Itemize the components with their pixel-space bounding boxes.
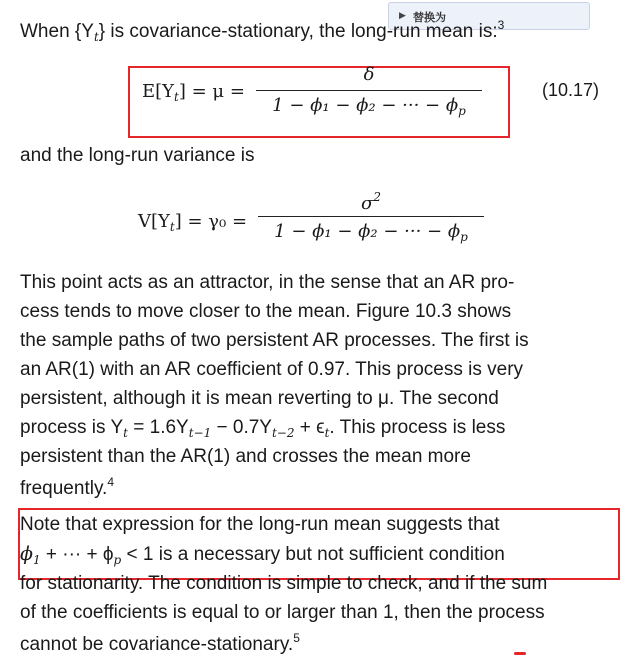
para1-line-8: frequently.$^4$ bbox=[20, 475, 114, 499]
footnote-3[interactable]: 3 bbox=[497, 18, 505, 32]
para1-line-3: the sample paths of two persistent AR processes. The first is bbox=[20, 330, 529, 351]
para2-line-4: of the coefficients is equal to or larger than 1, then the process bbox=[20, 602, 545, 623]
para1-line-5: persistent, although it is mean reverting to μ. The second bbox=[20, 388, 499, 409]
denominator-mean: 1 − ϕ₁ − ϕ₂ − ··· − $\phi_p$ bbox=[272, 95, 466, 118]
equation-lhs-mean: $E[Y_t] = \mu$ = bbox=[142, 81, 245, 104]
para1-line-2: cess tends to move closer to the mean. Figure 10.3 shows bbox=[20, 301, 512, 322]
fraction-bar bbox=[258, 216, 484, 217]
equation-lhs-variance: $V[Y_t] = \gamma_0$ = bbox=[138, 211, 248, 234]
para2-line-1: Note that expression for the long-run mean suggests that bbox=[20, 514, 500, 535]
equation-fraction-mean bbox=[256, 64, 482, 118]
red-annotation-mark bbox=[514, 652, 526, 655]
para1-line-1: This point acts as an attractor, in the sense that an AR pro- bbox=[20, 272, 515, 293]
footnote-4[interactable]: 4 bbox=[107, 475, 114, 489]
para2-line-3: for stationarity. The condition is simple to check, and if the sum bbox=[20, 573, 548, 594]
replace-with-label: 替换为 bbox=[413, 12, 446, 24]
fraction-bar bbox=[256, 90, 482, 91]
variance-intro: and the long-run variance is bbox=[20, 145, 255, 166]
numerator-sigma: $\sigma^2$ bbox=[361, 190, 381, 214]
equation-number: (10.17) bbox=[542, 80, 600, 100]
para2-line-2: $\phi_1$ + ··· + $\phi_p < 1$ is a necessary but not sufficient condition bbox=[20, 543, 505, 567]
play-arrow-icon[interactable]: ▶ bbox=[399, 10, 406, 20]
equation-fraction-variance bbox=[258, 190, 484, 244]
numerator-delta: δ bbox=[363, 64, 375, 85]
denominator-variance: 1 − ϕ₁ − ϕ₂ − ··· − $\phi_p$ bbox=[274, 221, 468, 244]
footnote-5[interactable]: 5 bbox=[293, 631, 300, 645]
para2-line-5: cannot be covariance-stationary.$^5$ bbox=[20, 631, 300, 655]
para1-line-4: an AR(1) with an AR coefficient of 0.97. This process is very bbox=[20, 359, 524, 380]
intro-line: When $\{Y_t\}$ is covariance-stationary, the long-run mean is:$^3$ bbox=[20, 18, 505, 44]
para1-line-6: process is $Y_t = 1.6Y_{t-1} - 0.7Y_{t-2} + \epsilon_t$. This process is less bbox=[20, 417, 506, 440]
para1-line-7: persistent than the AR(1) and crosses the mean more bbox=[20, 446, 471, 467]
